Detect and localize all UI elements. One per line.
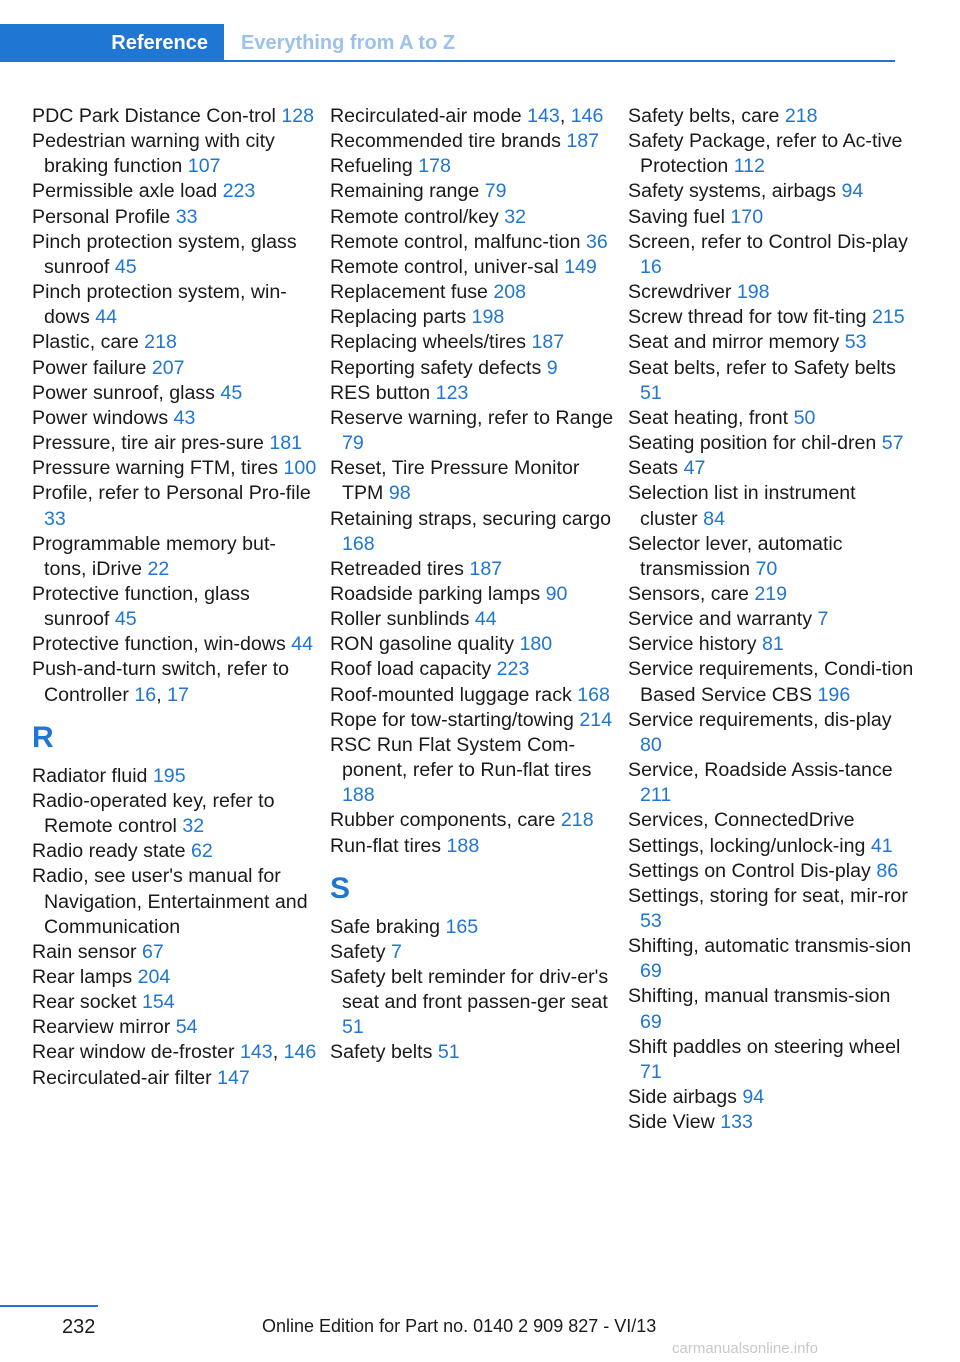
index-entry-text: PDC Park Distance Con‑​trol [32, 105, 276, 127]
index-entry [628, 1110, 914, 1135]
index-entry [32, 356, 318, 381]
index-entry [628, 1035, 914, 1085]
page-reference-link[interactable]: 36 [585, 230, 608, 253]
index-entry-text: Rubber components, care [330, 809, 556, 832]
index-entry [330, 965, 616, 1040]
page-reference-link[interactable]: 32 [504, 205, 527, 228]
index-entry [32, 990, 318, 1015]
page-reference-link[interactable]: 128 [281, 105, 315, 127]
page-reference-link[interactable]: 47 [683, 457, 706, 480]
index-entry [32, 129, 318, 179]
index-entry-text: Roof load capacity [330, 658, 492, 681]
page-reference-link[interactable]: 44 [95, 306, 117, 329]
page-reference-link[interactable]: 79 [484, 180, 507, 203]
index-entry-text: Retaining straps, securing cargo [330, 507, 611, 530]
page-reference-link[interactable]: 143 [527, 105, 560, 127]
page-reference-link[interactable]: 187 [469, 557, 503, 580]
index-entry [32, 431, 318, 456]
page-reference-link[interactable]: 16 [640, 255, 662, 278]
index-entry-text: Rear lamps [32, 966, 133, 988]
page-reference-link[interactable]: 146 [570, 105, 604, 127]
index-entry [32, 864, 318, 939]
edition-note: Online Edition for Part no. 0140 2 909 827 - VI/13 [262, 1316, 657, 1336]
index-entry-text: Shifting, manual transmis‑​sion [628, 985, 891, 1008]
index-entry-text: Roadside parking lamps [330, 582, 541, 605]
index-entry [628, 532, 914, 582]
page-reference-link[interactable]: 180 [519, 633, 553, 656]
index-entry: Recirculated-air mode 143, 146 [330, 105, 604, 127]
index-entry-text: Safety Package, refer to Ac‑​tive Protection [628, 130, 903, 178]
index-entry-text: Replacing parts [330, 306, 467, 329]
index-entry [330, 456, 616, 506]
index-entry-text: Power sunroof, glass [32, 381, 215, 404]
index-entry-text: Safety belt reminder for driv‑​er's seat and front passen‑​ger seat [330, 966, 609, 1014]
index-entry-text: Seat belts, refer to Safety belts [628, 356, 896, 379]
page-reference-link[interactable]: 147 [217, 1066, 250, 1089]
index-entry [330, 632, 616, 657]
index-entry [330, 733, 616, 808]
page-reference-link[interactable]: 45 [114, 608, 137, 631]
index-entry-text: RES button [330, 381, 431, 404]
index-entry-text: Screen, refer to Control Dis‑​play [628, 230, 908, 253]
index-entry [32, 965, 318, 990]
index-entry: Push-and-turn switch, refer to Controller 16, 17 [32, 658, 290, 706]
page-reference-link[interactable]: 53 [640, 910, 662, 932]
index-entry-text: Pinch protection system, glass sunroof [32, 230, 297, 278]
page-reference-link[interactable]: 57 [881, 432, 904, 455]
index-entry [32, 532, 318, 582]
index-entry [628, 607, 914, 632]
index-entry-text: Seat heating, front [628, 406, 789, 429]
index-entry [628, 205, 914, 230]
index-entry-text: Remote control, malfunc‑​tion [330, 230, 581, 253]
index-entry [628, 984, 914, 1034]
index-entry [32, 582, 318, 632]
index-entry [628, 481, 914, 531]
index-entry-text: Rain sensor [32, 940, 137, 963]
index-entry-text: Radio ready state [32, 840, 186, 863]
page-reference-link[interactable]: 181 [269, 432, 303, 455]
page-reference-link[interactable]: 204 [137, 966, 171, 988]
watermark: carmanualsonline.info [672, 1340, 818, 1357]
page-reference-link[interactable]: 44 [291, 633, 313, 656]
index-entry [330, 330, 616, 355]
index-entry [330, 834, 616, 859]
index-entry [330, 607, 616, 632]
section-tab[interactable]: Reference [0, 24, 224, 62]
index-entry-text: Safety systems, airbags [628, 180, 836, 203]
page-reference-link[interactable]: 51 [640, 381, 662, 404]
index-entry-text: Protective function, glass sunroof [32, 582, 250, 631]
page-reference-link[interactable]: 170 [730, 205, 764, 228]
page-reference-link[interactable]: 143 [240, 1041, 273, 1064]
page-reference-link[interactable]: 214 [579, 708, 613, 731]
page-reference-link[interactable]: 223 [496, 658, 530, 681]
page-reference-link[interactable]: 165 [445, 915, 479, 938]
page-reference-link[interactable]: 168 [342, 532, 375, 555]
index-entry [32, 481, 318, 531]
page-reference-link[interactable]: 9 [546, 356, 558, 379]
page-reference-link[interactable]: 90 [545, 582, 568, 605]
page-reference-link[interactable]: 7 [817, 608, 829, 631]
index-entry [32, 381, 318, 406]
index-letter-heading: R [32, 720, 54, 754]
index-entry [330, 381, 616, 406]
index-entry [32, 940, 318, 965]
page-reference-link[interactable]: 71 [640, 1060, 662, 1083]
index-entry [330, 179, 616, 204]
index-entry-text: Pressure, tire air pres‑​sure [32, 432, 264, 455]
index-entry-text: Safety [330, 940, 386, 963]
page-reference-link[interactable]: 123 [435, 381, 469, 404]
index-entry-text: Plastic, care [32, 331, 139, 354]
index-entry [32, 456, 318, 481]
page-reference-link[interactable]: 81 [761, 633, 784, 656]
index-entry [330, 280, 616, 305]
page-reference-link[interactable]: 207 [151, 356, 185, 379]
index-entry [628, 230, 914, 280]
index-entry [330, 683, 616, 708]
page-reference-link[interactable]: 33 [175, 205, 198, 228]
index-entry-text: Power windows [32, 406, 169, 429]
index-entry [330, 154, 616, 179]
index-entry [32, 839, 318, 864]
index-entry-text: Sensors, care [628, 582, 749, 605]
index-entry-text: Shift paddles on steering wheel [628, 1035, 901, 1058]
index-entry-text: Seating position for chil‑​dren [628, 432, 877, 455]
index-entry-text: Pressure warning FTM, tires [32, 457, 279, 480]
index-entry [628, 456, 914, 481]
index-entry [330, 129, 616, 154]
index-entry-text: Reporting safety defects [330, 356, 542, 379]
index-entry [628, 708, 914, 758]
page-reference-link[interactable]: 112 [733, 155, 765, 178]
page-reference-link[interactable]: 218 [784, 105, 818, 127]
index-column-2 [330, 104, 616, 1066]
index-entry [330, 255, 616, 280]
index-entry [32, 104, 318, 129]
index-entry [330, 582, 616, 607]
page-reference-link[interactable]: 133 [720, 1111, 753, 1134]
index-entry-text: Side airbags [628, 1086, 737, 1109]
index-entry-text: Radiator fluid [32, 764, 148, 787]
index-entry-text: Shifting, automatic transmis‑​sion [628, 935, 912, 958]
index-entry-text: Selector lever, automatic transmission [628, 532, 843, 580]
index-entry [330, 1040, 616, 1065]
page-reference-link[interactable]: 70 [755, 557, 778, 580]
page-reference-link[interactable]: 44 [474, 608, 497, 631]
index-entry [330, 808, 616, 833]
page-reference-link[interactable]: 223 [222, 180, 256, 203]
page-reference-link[interactable]: 86 [876, 859, 899, 882]
index-entry-text: Settings, locking/unlock‑​ing [628, 834, 866, 857]
index-entry [32, 230, 318, 280]
index-entry-text: Refueling [330, 155, 413, 178]
index-entry-text: Screw thread for tow fit‑​ting [628, 306, 867, 329]
page-reference-link[interactable]: 84 [703, 507, 725, 530]
index-entry [628, 808, 914, 833]
page-reference-link[interactable]: 196 [817, 683, 851, 706]
page-reference-link[interactable]: 45 [114, 255, 137, 278]
page-reference-link[interactable]: 41 [870, 834, 893, 857]
page-reference-link[interactable]: 218 [560, 809, 594, 832]
page-reference-link[interactable]: 154 [142, 991, 175, 1014]
page-reference-link[interactable]: 208 [493, 281, 527, 304]
index-entry [628, 1085, 914, 1110]
page-reference-link[interactable]: 79 [342, 432, 364, 455]
index-entry-text: Screwdriver [628, 281, 732, 304]
index-entry [32, 330, 318, 355]
index-column-3 [628, 104, 914, 1135]
index-entry [330, 708, 616, 733]
index-entry-text: Push-and-turn switch, refer to Controller [32, 658, 290, 706]
chapter-title: Everything from A to Z [241, 32, 456, 54]
index-entry [628, 632, 914, 657]
page-reference-link[interactable]: 94 [841, 180, 864, 203]
index-entry [628, 305, 914, 330]
index-entry [330, 356, 616, 381]
page-reference-link[interactable]: 107 [187, 155, 221, 178]
page-reference-link[interactable]: 187 [531, 331, 565, 354]
index-entry-text: Roof-mounted luggage rack [330, 683, 572, 706]
index-entry-text: Remote control, univer‑​sal [330, 255, 559, 278]
index-entry-text: Radio, see user's manual for Navigation, Entertainment and Communication [32, 865, 308, 938]
page-reference-link[interactable]: 198 [736, 281, 770, 304]
index-entry [32, 764, 318, 789]
index-entry-text: Rear window de‑​froster [32, 1041, 235, 1064]
index-entry-text: Safety belts [330, 1041, 433, 1064]
index-entry-text: Services, ConnectedDrive [628, 809, 855, 832]
page-reference-link[interactable]: 62 [191, 840, 213, 863]
index-entry [628, 657, 914, 707]
index-entry [628, 758, 914, 808]
index-entry-text: Profile, refer to Personal Pro‑​file [32, 482, 311, 505]
page-number: 232 [62, 1316, 96, 1338]
index-entry [330, 507, 616, 557]
index-entry-text: Service history [628, 633, 757, 656]
index-entry [628, 884, 914, 934]
page-reference-link[interactable]: 50 [793, 406, 816, 429]
page-reference-link[interactable]: 146 [283, 1041, 317, 1064]
index-entry [628, 330, 914, 355]
page-reference-link[interactable]: 211 [640, 784, 672, 807]
index-letter-heading: S [330, 871, 351, 905]
index-entry [628, 582, 914, 607]
index-entry [628, 431, 914, 456]
index-entry [628, 934, 914, 984]
page-reference-link[interactable]: 219 [754, 582, 788, 605]
index-entry [32, 406, 318, 431]
index-entry [32, 280, 318, 330]
page-reference-link[interactable]: 149 [564, 255, 597, 278]
index-entry [32, 789, 318, 839]
index-entry [330, 940, 616, 965]
index-entry [330, 915, 616, 940]
index-entry-text: Remote control/key [330, 205, 499, 228]
index-entry-text: Permissible axle load [32, 180, 218, 203]
page-reference-link[interactable]: 215 [871, 306, 905, 329]
index-entry [628, 104, 914, 129]
index-entry-text: Recirculated-air filter [32, 1066, 212, 1089]
index-entry-text: RSC Run Flat System Com‑​ponent, refer to Run-flat tires [330, 733, 592, 782]
index-entry-text: Personal Profile [32, 205, 171, 228]
page-reference-link[interactable]: 188 [342, 784, 375, 807]
page-reference-link[interactable]: 69 [640, 1010, 662, 1033]
index-entry-text: Safety belts, care [628, 105, 780, 127]
index-column-1 [32, 104, 318, 1091]
index-entry [330, 305, 616, 330]
index-entry [330, 230, 616, 255]
index-entry-text: Service, Roadside Assis‑​tance [628, 759, 893, 782]
page-reference-link[interactable]: 7 [391, 940, 402, 963]
index-entry-text: Safe braking [330, 915, 441, 938]
index-entry-text: Replacement fuse [330, 281, 488, 304]
index-entry [628, 406, 914, 431]
page-reference-link[interactable]: 43 [173, 406, 196, 429]
index-entry [628, 179, 914, 204]
index-entry-text: Rear socket [32, 991, 137, 1014]
page-reference-link[interactable]: 94 [742, 1086, 765, 1109]
index-entry [628, 129, 914, 179]
page-reference-link[interactable]: 22 [147, 557, 170, 580]
index-entry-text: Pinch protection system, win‑​dows [32, 281, 287, 329]
index-entry-text: Seats [628, 457, 679, 480]
index-entry: Rear window de‑​froster 143, 146 [32, 1041, 317, 1064]
page-reference-link[interactable]: 33 [44, 507, 66, 530]
index-entry-text: Roller sunblinds [330, 608, 470, 631]
index-entry-text: Service requirements, Condi‑​tion Based Service CBS [628, 658, 914, 706]
page-header [0, 24, 895, 62]
page-reference-link[interactable]: 67 [142, 940, 164, 963]
index-entry-text: Reset, Tire Pressure Monitor TPM [330, 457, 580, 505]
index-entry-text: RON gasoline quality [330, 633, 515, 656]
page-reference-link[interactable]: 69 [640, 960, 662, 983]
index-entry [330, 657, 616, 682]
page-reference-link[interactable]: 51 [437, 1041, 460, 1064]
index-entry-text: Side View [628, 1111, 715, 1134]
index-entry-text: Service and warranty [628, 608, 813, 631]
index-entry-text: Service requirements, dis‑​play [628, 708, 892, 731]
index-entry-text: Pedestrian warning with city braking function [32, 130, 275, 178]
index-entry [330, 205, 616, 230]
footer-rule [0, 1305, 98, 1307]
index-entry [32, 205, 318, 230]
index-entry [32, 632, 318, 657]
index-entry [330, 557, 616, 582]
index-entry [32, 179, 318, 204]
index-entry [628, 834, 914, 859]
page-reference-link[interactable]: 80 [640, 733, 662, 756]
page-reference-link[interactable]: 53 [844, 331, 867, 354]
index-entry [32, 1015, 318, 1040]
index-entry [32, 1066, 318, 1091]
page-reference-link[interactable]: 32 [182, 815, 205, 838]
index-entry-text: Retreaded tires [330, 557, 464, 580]
index-entry [628, 280, 914, 305]
page-reference-link[interactable]: 100 [283, 457, 317, 480]
page-reference-link[interactable]: 98 [388, 482, 411, 505]
index-entry-text: Settings on Control Dis‑​play [628, 859, 871, 882]
index-entry-text: Rearview mirror [32, 1016, 171, 1039]
index-entry-text: Saving fuel [628, 205, 725, 228]
index-entry-text: Remaining range [330, 180, 480, 203]
index-entry-text: Selection list in instrument cluster [628, 482, 856, 530]
page-reference-link[interactable]: 51 [342, 1016, 364, 1039]
page-reference-link[interactable]: 16 [134, 683, 157, 706]
index-entry [330, 406, 616, 456]
page-reference-link[interactable]: 195 [152, 764, 186, 787]
index-entry-text: Settings, storing for seat, mir‑​ror [628, 884, 908, 907]
index-entry-text: Programmable memory but‑​tons, iDrive [32, 532, 276, 580]
index-entry-text: Recirculated-air mode [330, 105, 522, 127]
page-reference-link[interactable]: 187 [566, 130, 600, 153]
index-entry-text: Radio-operated key, refer to Remote control [32, 789, 275, 838]
index-entry-text: Replacing wheels/tires [330, 331, 527, 354]
index-entry-text: Recommended tire brands [330, 130, 561, 153]
page-reference-link[interactable]: 17 [167, 683, 189, 706]
index-entry-text: Protective function, win‑​dows [32, 633, 286, 656]
page-reference-link[interactable]: 188 [446, 834, 480, 857]
index-entry [628, 356, 914, 406]
index-entry-text: Run-flat tires [330, 834, 442, 857]
index-entry-text: Power failure [32, 356, 147, 379]
page-reference-link[interactable]: 178 [418, 155, 451, 178]
page-reference-link[interactable]: 45 [220, 381, 243, 404]
page-reference-link[interactable]: 218 [144, 331, 177, 354]
index-entry [628, 859, 914, 884]
page-reference-link[interactable]: 168 [577, 683, 610, 706]
index-entry-text: Rope for tow-starting/​towing [330, 708, 574, 731]
index-entry-text: Seat and mirror memory [628, 331, 840, 354]
page-reference-link[interactable]: 54 [175, 1016, 198, 1039]
page-reference-link[interactable]: 198 [471, 306, 505, 329]
index-entry-text: Reserve warning, refer to Range [330, 406, 614, 429]
